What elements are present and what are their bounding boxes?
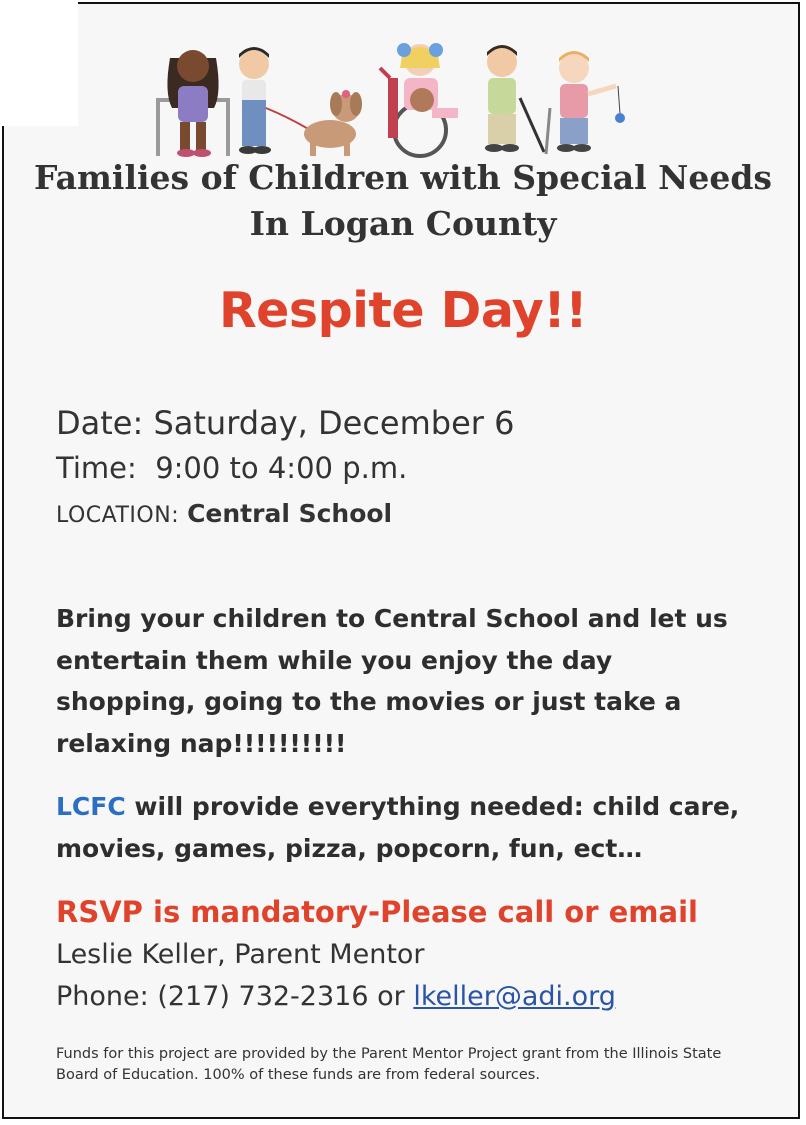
email-link[interactable]: lkeller@adi.org bbox=[413, 981, 616, 1012]
invitation-paragraph: Bring your children to Central School and let us entertain them while you enjoy the day shopping, going to the movies or just take a relaxing nap!!!!!!!!!! bbox=[56, 604, 728, 758]
provisions-paragraph bbox=[56, 786, 756, 869]
contact-phone-line bbox=[56, 981, 616, 1012]
location-value: Central School bbox=[187, 499, 393, 528]
org-name-line-1: Families of Children with Special Needs bbox=[34, 158, 772, 197]
child-yoyo-figure bbox=[546, 51, 625, 154]
contact-name: Leslie Keller, Parent Mentor bbox=[56, 939, 425, 970]
child-dog-walker-figure bbox=[239, 47, 310, 154]
or-text: or bbox=[377, 981, 405, 1012]
children-illustration bbox=[150, 38, 630, 160]
org-abbrev: LCFC bbox=[56, 792, 126, 821]
child-cane-figure bbox=[485, 45, 544, 152]
provisions-text: will provide everything needed: child care, movies, games, pizza, popcorn, fun, ect… bbox=[56, 792, 740, 863]
phone-label: Phone: bbox=[56, 981, 149, 1012]
date-value: Saturday, December 6 bbox=[153, 404, 515, 442]
event-location bbox=[56, 499, 392, 528]
location-label: LOCATION: bbox=[56, 503, 180, 528]
rsvp-notice: RSVP is mandatory-Please call or email bbox=[56, 895, 698, 929]
event-date bbox=[56, 404, 514, 442]
date-label: Date: bbox=[56, 404, 144, 442]
phone-number: (217) 732-2316 bbox=[157, 981, 369, 1012]
funding-note: Funds for this project are provided by the Parent Mentor Project grant from the Illinois State Board of Education. 100% of these funds are from federal sources. bbox=[56, 1046, 722, 1083]
event-title: Respite Day!! bbox=[218, 282, 588, 339]
page-corner bbox=[2, 2, 78, 126]
time-value: 9:00 to 4:00 p.m. bbox=[155, 451, 408, 485]
dog-figure bbox=[304, 90, 362, 156]
child-wheelchair-figure bbox=[380, 43, 458, 156]
org-name-line-2: In Logan County bbox=[249, 204, 557, 243]
child-walker-figure bbox=[156, 50, 230, 157]
time-label: Time: bbox=[56, 451, 137, 485]
event-time bbox=[56, 451, 407, 485]
